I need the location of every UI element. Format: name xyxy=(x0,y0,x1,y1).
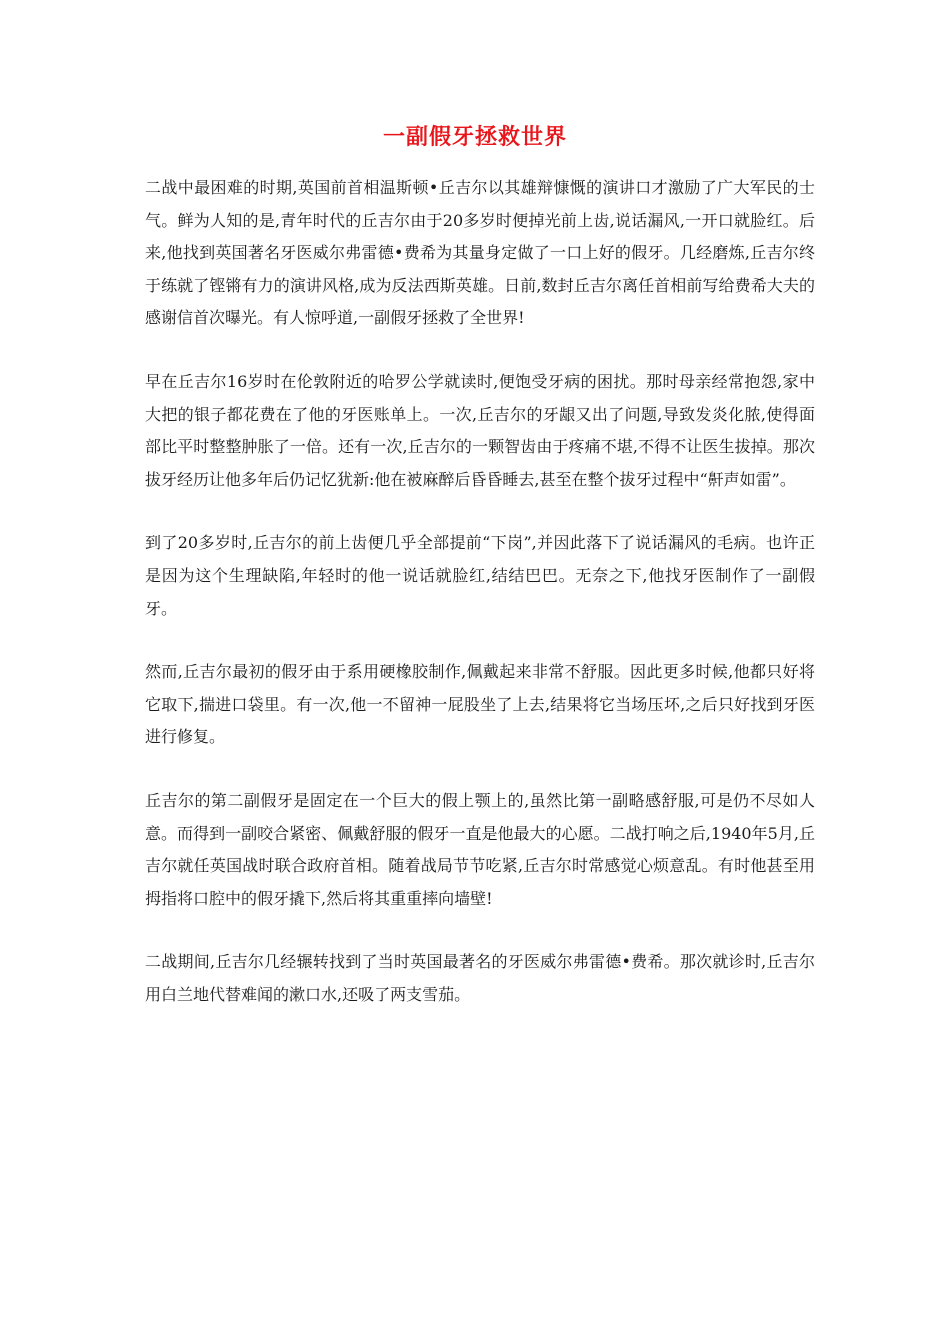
paragraph-3: 到了20多岁时,丘吉尔的前上齿便几乎全部提前“下岗”,并因此落下了说话漏风的毛病。也许正是因为这个生理缺陷,年轻时的他一说话就脸红,结结巴巴。无奈之下,他找牙医制作了一副假牙。 xyxy=(145,533,815,618)
paragraph-6: 二战期间,丘吉尔几经辗转找到了当时英国最著名的牙医威尔弗雷德•费希。那次就诊时,丘吉尔用白兰地代替难闻的漱口水,还吸了两支雪茄。 xyxy=(145,952,815,1004)
article-body xyxy=(145,172,815,1042)
document-title: 一副假牙拯救世界 xyxy=(382,124,567,150)
paragraph-1: 二战中最困难的时期,英国前首相温斯顿•丘吉尔以其雄辩慷慨的演讲口才激励了广大军民的士气。鲜为人知的是,青年时代的丘吉尔由于20多岁时便掉光前上齿,说话漏风,一开口就脸红。后来,他找到英国著名牙医威尔弗雷德•费希为其量身定做了一口上好的假牙。几经磨炼,丘吉尔终于练就了铿锵有力的演讲风格,成为反法西斯英雄。日前,数封丘吉尔离任首相前写给费希大夫的感谢信首次曝光。有人惊呼道,一副假牙拯救了全世界! xyxy=(145,178,815,328)
paragraph-2: 早在丘吉尔16岁时在伦敦附近的哈罗公学就读时,便饱受牙病的困扰。那时母亲经常抱怨,家中大把的银子都花费在了他的牙医账单上。一次,丘吉尔的牙龈又出了问题,导致发炎化脓,使得面部比平时整整肿胀了一倍。还有一次,丘吉尔的一颗智齿由于疼痛不堪,不得不让医生拔掉。那次拔牙经历让他多年后仍记忆犹新:他在被麻醉后昏昏睡去,甚至在整个拔牙过程中“鼾声如雷”。 xyxy=(145,371,815,489)
paragraph-5: 丘吉尔的第二副假牙是固定在一个巨大的假上颚上的,虽然比第一副略感舒服,可是仍不尽如人意。而得到一副咬合紧密、佩戴舒服的假牙一直是他最大的心愿。二战打响之后,1940年5月,丘吉尔就任英国战时联合政府首相。随着战局节节吃紧,丘吉尔时常感觉心烦意乱。有时他甚至用拇指将口腔中的假牙撬下,然后将其重重摔向墙壁! xyxy=(145,790,815,908)
paragraph-4: 然而,丘吉尔最初的假牙由于系用硬橡胶制作,佩戴起来非常不舒服。因此更多时候,他都只好将它取下,揣进口袋里。有一次,他一不留神一屁股坐了上去,结果将它当场压坏,之后只好找到牙医进行修复。 xyxy=(145,662,815,747)
